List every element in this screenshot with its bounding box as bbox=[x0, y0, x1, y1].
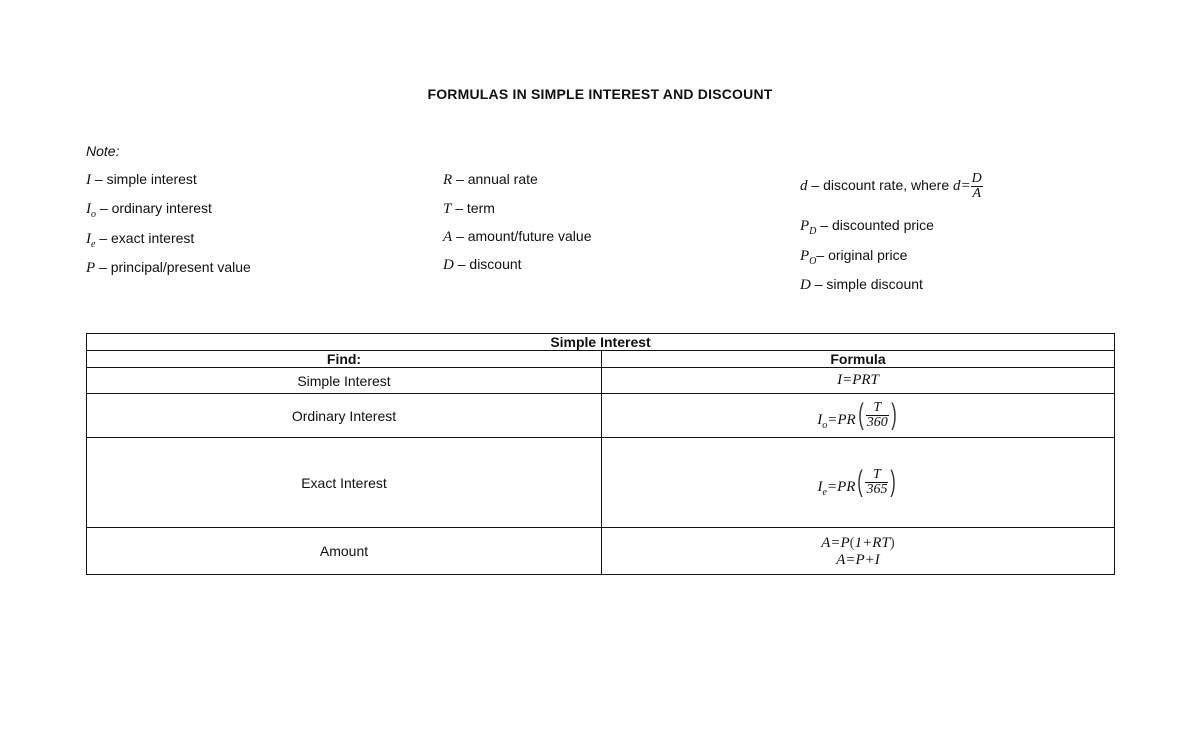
header-formula: Formula bbox=[602, 351, 1115, 368]
legend-discounted-price: $P_D$ – discounted price bbox=[800, 217, 934, 237]
page-title: FORMULAS IN SIMPLE INTEREST AND DISCOUNT bbox=[427, 86, 773, 102]
legend-ordinary-interest: $I_o$ – ordinary interest bbox=[86, 200, 212, 220]
formula-cell: $I_e=PR$ ( $\frac{T}{365}$ ) bbox=[602, 438, 1115, 528]
table-caption: Simple Interest bbox=[87, 334, 1115, 351]
table-row bbox=[87, 368, 1115, 394]
find-cell: Simple Interest bbox=[87, 368, 602, 394]
formula-cell: $I_o=PR$ ( $\frac{T}{360}$ ) bbox=[602, 394, 1115, 438]
legend-term: T – term bbox=[443, 200, 495, 217]
legend-principal: P – principal/present value bbox=[86, 259, 251, 276]
table-row bbox=[87, 394, 1115, 438]
legend-amount: A – amount/future value bbox=[443, 228, 592, 245]
simple-interest-table bbox=[86, 333, 1115, 575]
legend-discount-rate: d – discount rate, where d= $\frac{D}{A}$ bbox=[800, 171, 982, 201]
note-label: Note: bbox=[86, 143, 120, 159]
header-find: Find: bbox=[87, 351, 602, 368]
legend-discount: D – discount bbox=[443, 256, 522, 273]
legend-simple-discount: D – simple discount bbox=[800, 276, 923, 293]
find-cell: Ordinary Interest bbox=[87, 394, 602, 438]
legend-simple-interest: I – simple interest bbox=[86, 171, 197, 188]
table-row bbox=[87, 438, 1115, 528]
find-cell: Exact Interest bbox=[87, 438, 602, 528]
formula-cell: A=P(1+RT) A=P+I bbox=[602, 528, 1115, 575]
legend-annual-rate: R – annual rate bbox=[443, 171, 538, 188]
formula-cell: I=PRT bbox=[602, 368, 1115, 394]
find-cell: Amount bbox=[87, 528, 602, 575]
table-row bbox=[87, 528, 1115, 575]
discount-rate-fraction: $\frac{D}{A}$ bbox=[971, 171, 982, 201]
legend-original-price: $P_O-$ original price bbox=[800, 247, 908, 267]
legend-exact-interest: $I_e$ – exact interest bbox=[86, 230, 195, 250]
